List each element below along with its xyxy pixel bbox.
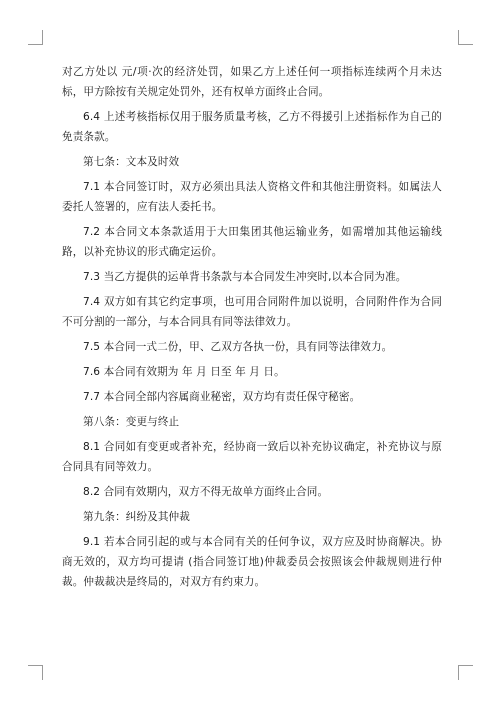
paragraph-6-4: 6.4 上述考核指标仅用于服务质量考核，乙方不得援引上述指标作为自己的免责条款。 [62, 111, 442, 143]
paragraph-8-2: 8.2 合同有效期内，双方不得无故单方面终止合同。 [83, 486, 329, 498]
crop-mark-bottom-left [28, 665, 43, 680]
paragraph-7-2: 7.2 本合同文本条款适用于大田集团其他运输业务，如需增加其他运输线路，以补充协议的形式确定运价。 [62, 226, 442, 258]
paragraph-8-1: 8.1 合同如有变更或者补充，经协商一致后以补充协议确定，补充协议与原合同具有同等效力。 [62, 441, 442, 473]
paragraph-7-5: 7.5 本合同一式二份，甲、乙双方各执一份，具有同等法律效力。 [83, 341, 393, 353]
crop-mark-bottom-right [458, 665, 473, 680]
paragraph-7-7: 7.7 本合同全部内容属商业秘密，双方均有责任保守秘密。 [83, 391, 361, 403]
crop-mark-top-right [458, 30, 473, 45]
crop-mark-top-left [28, 30, 43, 45]
paragraph-7-3: 7.3 当乙方提供的运单背书条款与本合同发生冲突时,以本合同为准。 [83, 271, 407, 283]
heading-article-8: 第八条：变更与终止 [83, 416, 180, 428]
paragraph-7-4: 7.4 双方如有其它约定事项，也可用合同附件加以说明，合同附件作为合同不可分割的一部分，与本合同具有同等法律效力。 [62, 296, 442, 328]
paragraph-7-6: 7.6 本合同有效期为 年 月 日至 年 月 日。 [83, 366, 285, 378]
paragraph-9-1: 9.1 若本合同引起的或与本合同有关的任何争议，双方应及时协商解决。协商无效的，双方均可提请 (指合同签订地)仲裁委员会按照该会仲裁规则进行仲裁。仲裁裁决是终局的，对双方有约束力。 [62, 536, 442, 588]
paragraph-7-1: 7.1 本合同签订时，双方必须出具法人资格文件和其他注册资料。如属法人委托人签署的，应有法人委托书。 [62, 181, 442, 213]
document-body [62, 62, 442, 597]
heading-article-9: 第九条：纠纷及其仲裁 [83, 511, 190, 523]
heading-article-7: 第七条：文本及时效 [83, 156, 180, 168]
paragraph-penalty-clause: 对乙方处以 元/项·次的经济处罚，如果乙方上述任何一项指标连续两个月未达标，甲方除按有关规定处罚外，还有权单方面终止合同。 [62, 66, 442, 98]
